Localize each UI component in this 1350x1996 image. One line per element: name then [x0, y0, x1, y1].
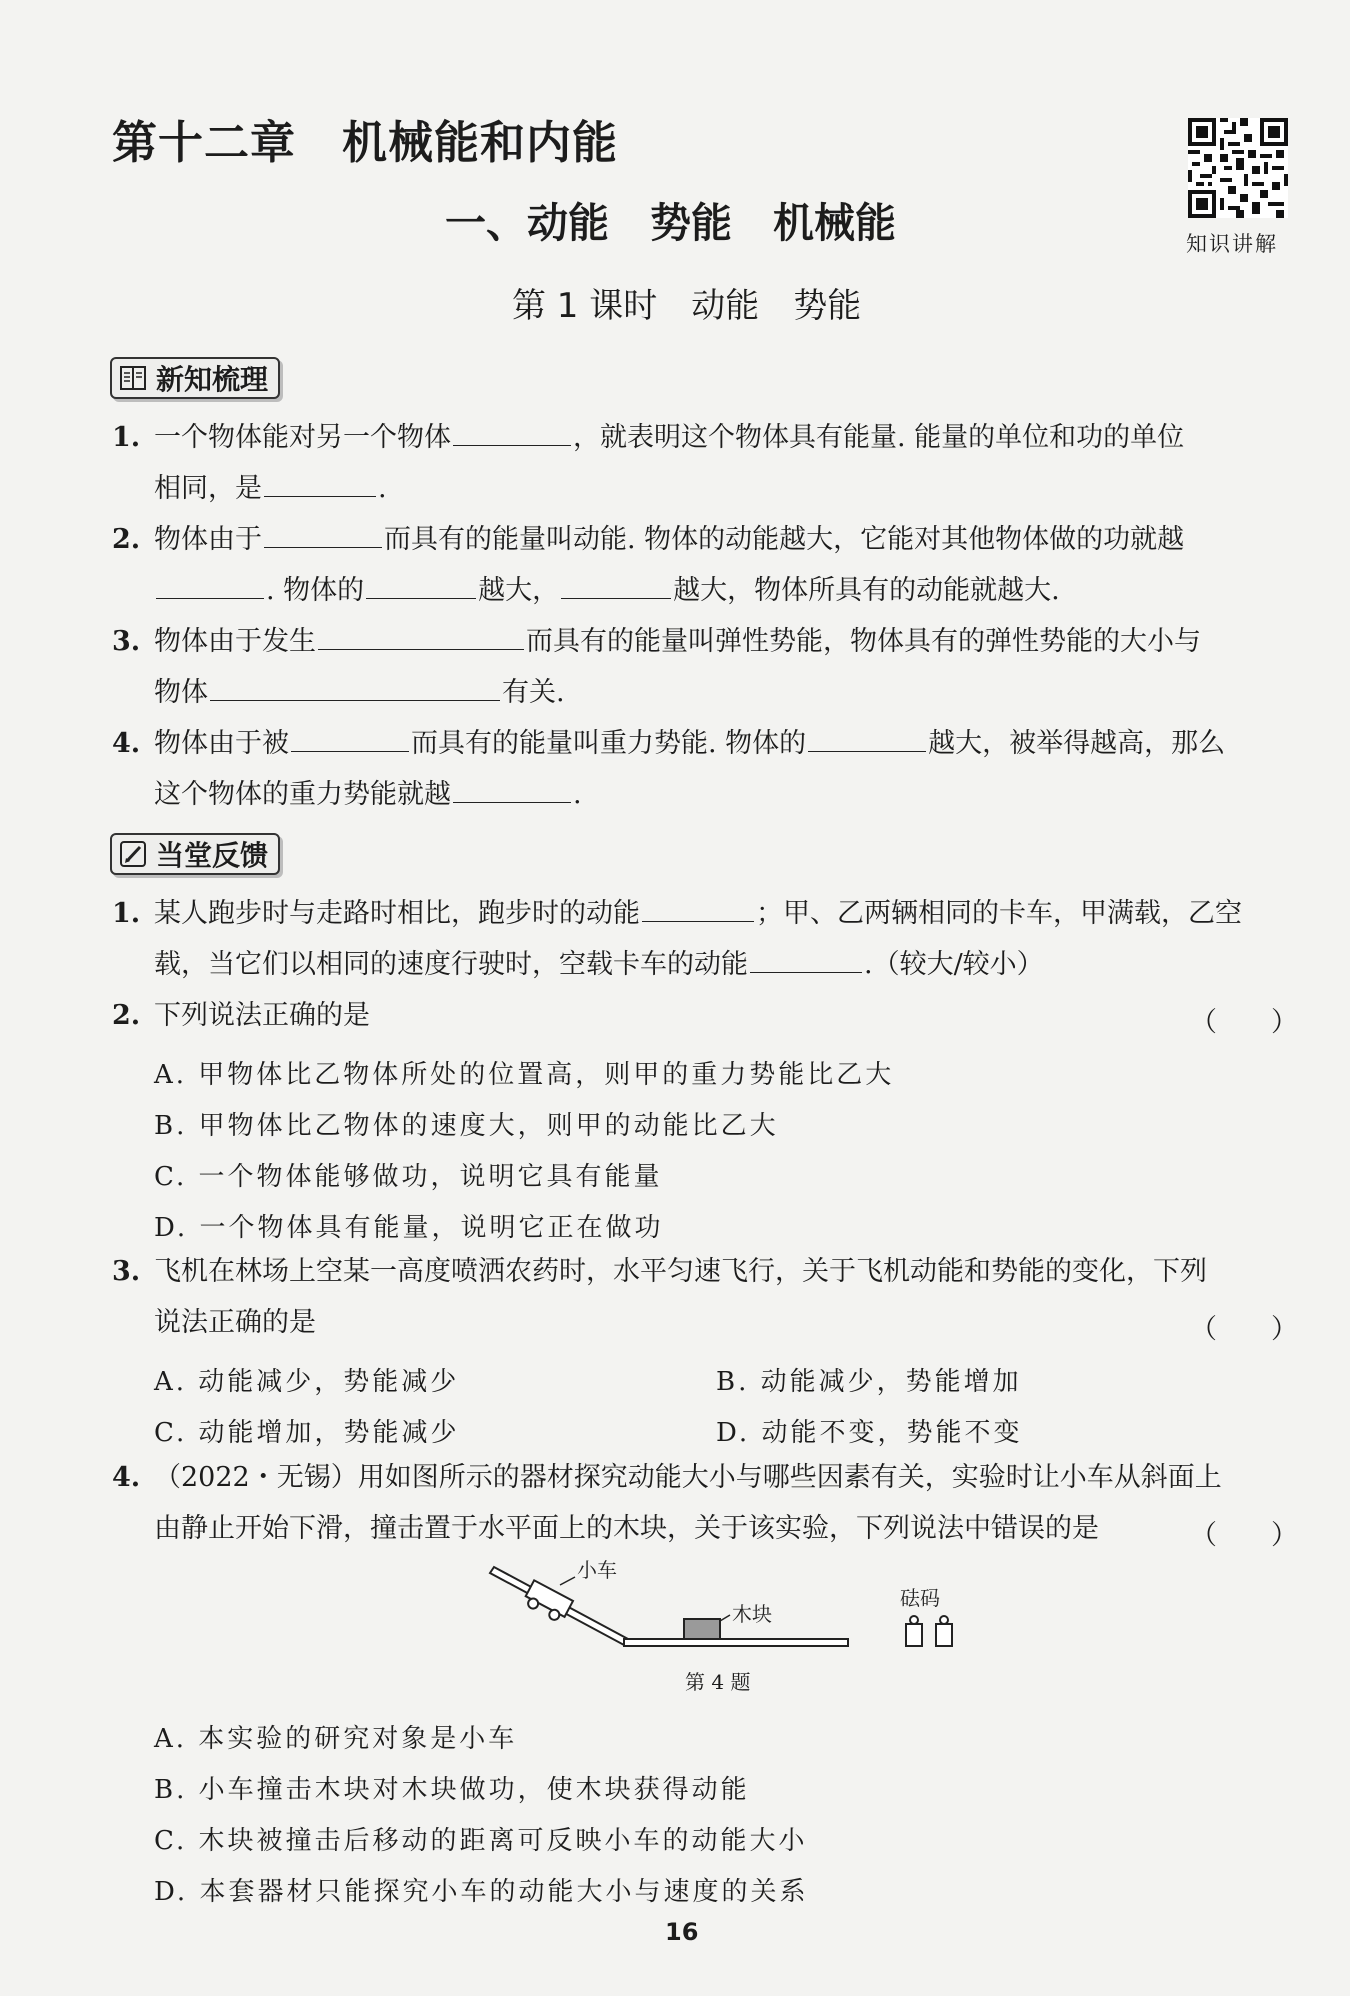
- fb-q4-line2: 由静止开始下滑，撞击置于水平面上的木块，关于该实验，下列说法中错误的是: [154, 1513, 1099, 1544]
- fb-q1-line2: 载，当它们以相同的速度行驶时，空载卡车的动能 .（较大/较小）: [154, 949, 1044, 980]
- section-title: 一、动能 势能 机械能: [445, 199, 896, 247]
- answer-paren[interactable]: （ ）: [1190, 1314, 1298, 1345]
- experiment-figure: [480, 1555, 960, 1663]
- answer-blank[interactable]: [808, 750, 926, 752]
- fb-q3-option-d[interactable]: D. 动能不变，势能不变: [716, 1418, 1023, 1448]
- pencil-note-icon: [118, 839, 148, 869]
- answer-blank[interactable]: [453, 444, 571, 446]
- answer-blank[interactable]: [561, 597, 671, 599]
- weights-label: 砝码: [900, 1586, 940, 1610]
- nk-q2-line2: . 物体的 越大， 越大，物体所具有的动能就越大.: [154, 577, 1060, 604]
- fb-q1-line1: 1. 某人跑步时与走路时相比，跑步时的动能 ；甲、乙两辆相同的卡车，甲满载，乙空: [112, 898, 1242, 929]
- fb-q4-option-b[interactable]: B. 小车撞击木块对木块做功，使木块获得动能: [154, 1775, 750, 1805]
- nk-q4-line1: 4. 物体由于被 而具有的能量叫重力势能. 物体的 越大，被举得越高，那么: [112, 728, 1226, 759]
- cart-icon: [522, 1580, 573, 1624]
- qr-code-icon[interactable]: [1188, 118, 1288, 218]
- fb-q3-option-a[interactable]: A. 动能减少，势能减少: [154, 1367, 460, 1397]
- answer-blank[interactable]: [642, 920, 754, 922]
- answer-blank[interactable]: [291, 750, 409, 752]
- section-header-label: 当堂反馈: [156, 839, 269, 872]
- nk-q3-line1: 3. 物体由于发生 而具有的能量叫弹性势能，物体具有的弹性势能的大小与: [112, 626, 1201, 657]
- fb-q3-line2: 说法正确的是: [154, 1307, 316, 1338]
- nk-q3-line2: 物体 有关.: [154, 677, 565, 708]
- fb-q4-line1: 4. （2022・无锡）用如图所示的器材探究动能大小与哪些因素有关，实验时让小车从斜面上: [112, 1462, 1222, 1493]
- fb-q3-option-b[interactable]: B. 动能减少，势能增加: [716, 1367, 1022, 1397]
- answer-blank[interactable]: [264, 495, 376, 497]
- fb-q2-option-d[interactable]: D. 一个物体具有能量，说明它正在做功: [154, 1213, 664, 1243]
- answer-blank[interactable]: [156, 597, 264, 599]
- fb-q4-option-c[interactable]: C. 木块被撞击后移动的距离可反映小车的动能大小: [154, 1826, 808, 1856]
- answer-paren[interactable]: （ ）: [1190, 1520, 1298, 1551]
- nk-q1-line1: 1. 一个物体能对另一个物体 ，就表明这个物体具有能量. 能量的单位和功的单位: [112, 422, 1185, 453]
- answer-blank[interactable]: [453, 801, 571, 803]
- weight-icon: [906, 1616, 952, 1646]
- section-header-label: 新知梳理: [156, 363, 269, 396]
- answer-blank[interactable]: [210, 699, 500, 701]
- wooden-block-icon: [684, 1619, 720, 1639]
- nk-q4-line2: 这个物体的重力势能就越 .: [154, 779, 582, 810]
- fb-q2-stem: 2. 下列说法正确的是: [112, 1000, 370, 1031]
- answer-blank[interactable]: [318, 648, 524, 650]
- chapter-title: 第十二章 机械能和内能: [112, 116, 619, 169]
- answer-paren[interactable]: （ ）: [1190, 1007, 1298, 1038]
- nk-q1-line2: 相同，是 .: [154, 473, 387, 504]
- fb-q3-option-c[interactable]: C. 动能增加，势能减少: [154, 1418, 460, 1448]
- answer-blank[interactable]: [264, 546, 382, 548]
- fb-q3-line1: 3. 飞机在林场上空某一高度喷洒农药时，水平匀速飞行，关于飞机动能和势能的变化，下列: [112, 1256, 1207, 1287]
- fb-q4-option-a[interactable]: A. 本实验的研究对象是小车: [154, 1724, 518, 1754]
- fb-q2-option-a[interactable]: A. 甲物体比乙物体所处的位置高，则甲的重力势能比乙大: [154, 1060, 895, 1090]
- answer-blank[interactable]: [366, 597, 476, 599]
- section-header-new-knowledge: [110, 357, 280, 399]
- cart-label: 小车: [577, 1558, 617, 1582]
- nk-q2-line1: 2. 物体由于 而具有的能量叫动能. 物体的动能越大，它能对其他物体做的功就越: [112, 524, 1185, 555]
- block-label: 木块: [732, 1602, 772, 1626]
- book-icon: [118, 363, 148, 393]
- section-header-feedback: [110, 833, 280, 875]
- lesson-title: 第 1 课时 动能 势能: [512, 286, 862, 326]
- horizontal-surface: [624, 1639, 848, 1646]
- qr-label: 知识讲解: [1186, 232, 1278, 256]
- fb-q2-option-b[interactable]: B. 甲物体比乙物体的速度大，则甲的动能比乙大: [154, 1111, 779, 1141]
- fb-q4-option-d[interactable]: D. 本套器材只能探究小车的动能大小与速度的关系: [154, 1877, 809, 1907]
- page-number: 16: [665, 1918, 699, 1946]
- figure-caption: 第 4 题: [685, 1670, 751, 1694]
- answer-blank[interactable]: [750, 971, 862, 973]
- fb-q2-option-c[interactable]: C. 一个物体能够做功，说明它具有能量: [154, 1162, 663, 1192]
